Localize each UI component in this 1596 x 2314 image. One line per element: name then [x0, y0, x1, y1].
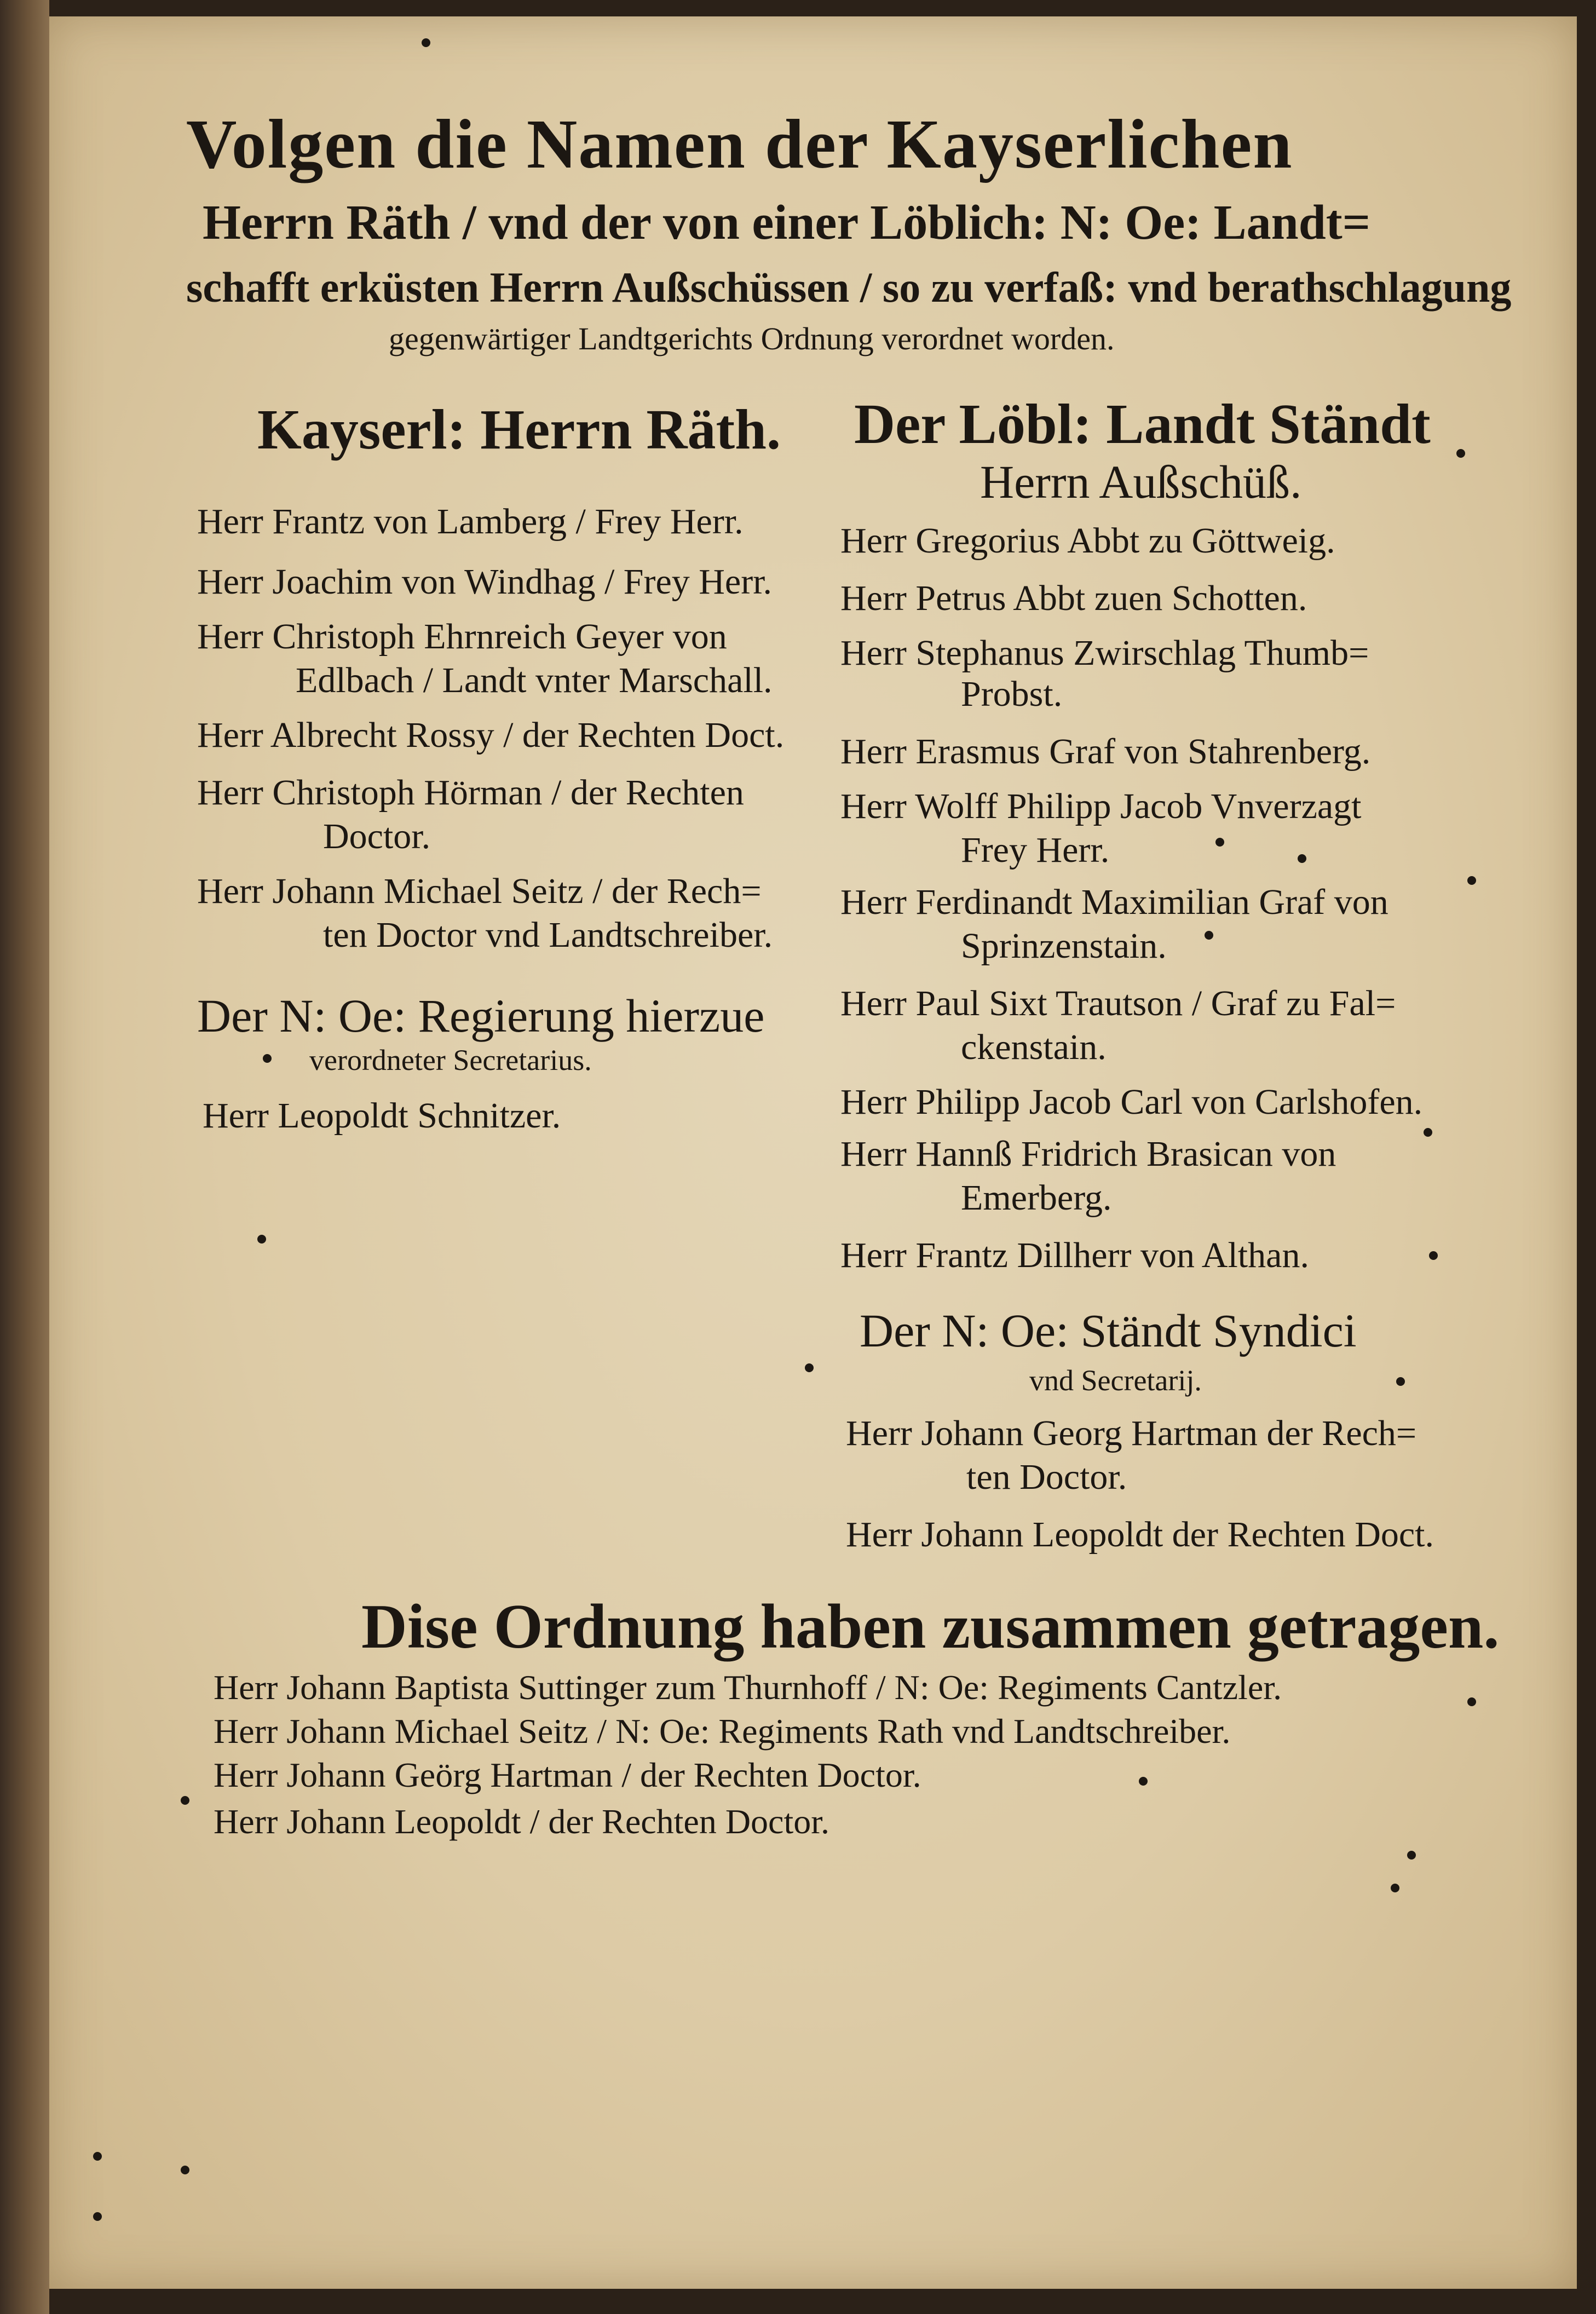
- ink-speck: [263, 1054, 272, 1063]
- ink-speck: [181, 1796, 189, 1805]
- ink-speck: [93, 2152, 102, 2161]
- ink-speck: [1456, 449, 1465, 458]
- left-entry: Herr Christoph Hörman / der Rechten: [197, 773, 744, 813]
- ink-speck: [805, 1363, 814, 1372]
- title-line-1: Volgen die Namen der Kayserlichen: [186, 105, 1293, 183]
- ink-speck: [1391, 1884, 1399, 1892]
- syndici-heading: Der N: Oe: Ständt Syndici: [860, 1304, 1357, 1357]
- left-entry: Doctor.: [323, 816, 431, 856]
- compiled-entry: Herr Johann Geörg Hartman / der Rechten Doctor.: [214, 1755, 921, 1794]
- left-entry: Herr Albrecht Rossy / der Rechten Doct.: [197, 715, 785, 755]
- right-entry: Herr Hannß Fridrich Brasican von: [840, 1134, 1336, 1174]
- title-line-4: gegenwärtiger Landtgerichts Ordnung verordnet worden.: [389, 321, 1115, 356]
- right-entry: Herr Erasmus Graf von Stahrenberg.: [840, 732, 1371, 772]
- syndici-entry: Herr Johann Leopoldt der Rechten Doct.: [846, 1515, 1434, 1555]
- regierung-subheading: verordneter Secretarius.: [309, 1044, 592, 1077]
- right-entry: Herr Paul Sixt Trautson / Graf zu Fal=: [840, 983, 1396, 1023]
- regierung-heading: Der N: Oe: Regierung hierzue: [197, 989, 765, 1042]
- compiled-entry: Herr Johann Leopoldt / der Rechten Doctor.: [214, 1802, 829, 1841]
- book-spine: [0, 0, 49, 2314]
- right-entry: ckenstain.: [961, 1027, 1107, 1067]
- regierung-entry: Herr Leopoldt Schnitzer.: [203, 1096, 561, 1136]
- right-entry: Emerberg.: [961, 1178, 1112, 1218]
- ink-speck: [1396, 1377, 1405, 1386]
- ink-speck: [93, 2212, 102, 2221]
- ink-speck: [1467, 876, 1476, 885]
- left-entry: ten Doctor vnd Landtschreiber.: [323, 915, 773, 955]
- right-entry: Herr Frantz Dillherr von Althan.: [840, 1235, 1309, 1275]
- right-entry: Herr Gregorius Abbt zu Göttweig.: [840, 521, 1335, 561]
- ink-speck: [1205, 931, 1213, 940]
- right-entry: Herr Petrus Abbt zuen Schotten.: [840, 578, 1307, 618]
- right-column-heading: Der Löbl: Landt Ständt: [854, 393, 1431, 456]
- right-entry: Herr Ferdinandt Maximilian Graf von: [840, 882, 1388, 922]
- ink-speck: [1139, 1777, 1148, 1786]
- ink-speck: [1407, 1851, 1416, 1860]
- left-entry: Herr Joachim von Windhag / Frey Herr.: [197, 562, 773, 602]
- left-entry: Herr Christoph Ehrnreich Geyer von: [197, 617, 727, 657]
- left-entry: Herr Johann Michael Seitz / der Rech=: [197, 871, 762, 911]
- left-column-heading: Kayserl: Herrn Räth.: [257, 398, 781, 461]
- ink-speck: [422, 38, 430, 47]
- right-entry: Frey Herr.: [961, 830, 1110, 870]
- right-entry: Herr Philipp Jacob Carl von Carlshofen.: [840, 1082, 1423, 1122]
- title-line-3: schafft erküsten Herrn Außschüssen / so zu verfaß: vnd berathschlagung: [186, 263, 1512, 311]
- syndici-subheading: vnd Secretarij.: [1029, 1364, 1202, 1397]
- ink-speck: [1467, 1697, 1476, 1706]
- compiled-entry: Herr Johann Baptista Suttinger zum Thurnhoff / N: Oe: Regiments Cantzler.: [214, 1668, 1282, 1707]
- ink-speck: [257, 1235, 266, 1244]
- right-entry: Herr Wolff Philipp Jacob Vnverzagt: [840, 786, 1362, 826]
- right-column-subheading: Herrn Außschüß.: [980, 456, 1302, 508]
- ink-speck: [1298, 854, 1306, 863]
- ink-speck: [1429, 1251, 1438, 1260]
- compiled-entry: Herr Johann Michael Seitz / N: Oe: Regiments Rath vnd Landtschreiber.: [214, 1712, 1231, 1751]
- page-sheet: [49, 16, 1577, 2289]
- right-entry: Probst.: [961, 674, 1063, 714]
- ink-speck: [1215, 838, 1224, 847]
- right-entry: Herr Stephanus Zwirschlag Thumb=: [840, 633, 1369, 673]
- syndici-entry: ten Doctor.: [966, 1457, 1127, 1497]
- left-entry: Herr Frantz von Lamberg / Frey Herr.: [197, 502, 744, 542]
- compiled-heading: Dise Ordnung haben zusammen getragen.: [361, 1592, 1500, 1662]
- syndici-entry: Herr Johann Georg Hartman der Rech=: [846, 1413, 1417, 1453]
- title-line-2: Herrn Räth / vnd der von einer Löblich: N: Oe: Landt=: [203, 195, 1371, 250]
- ink-speck: [1424, 1128, 1432, 1137]
- right-entry: Sprinzenstain.: [961, 926, 1167, 966]
- ink-speck: [181, 2166, 189, 2174]
- left-entry: Edlbach / Landt vnter Marschall.: [296, 660, 773, 700]
